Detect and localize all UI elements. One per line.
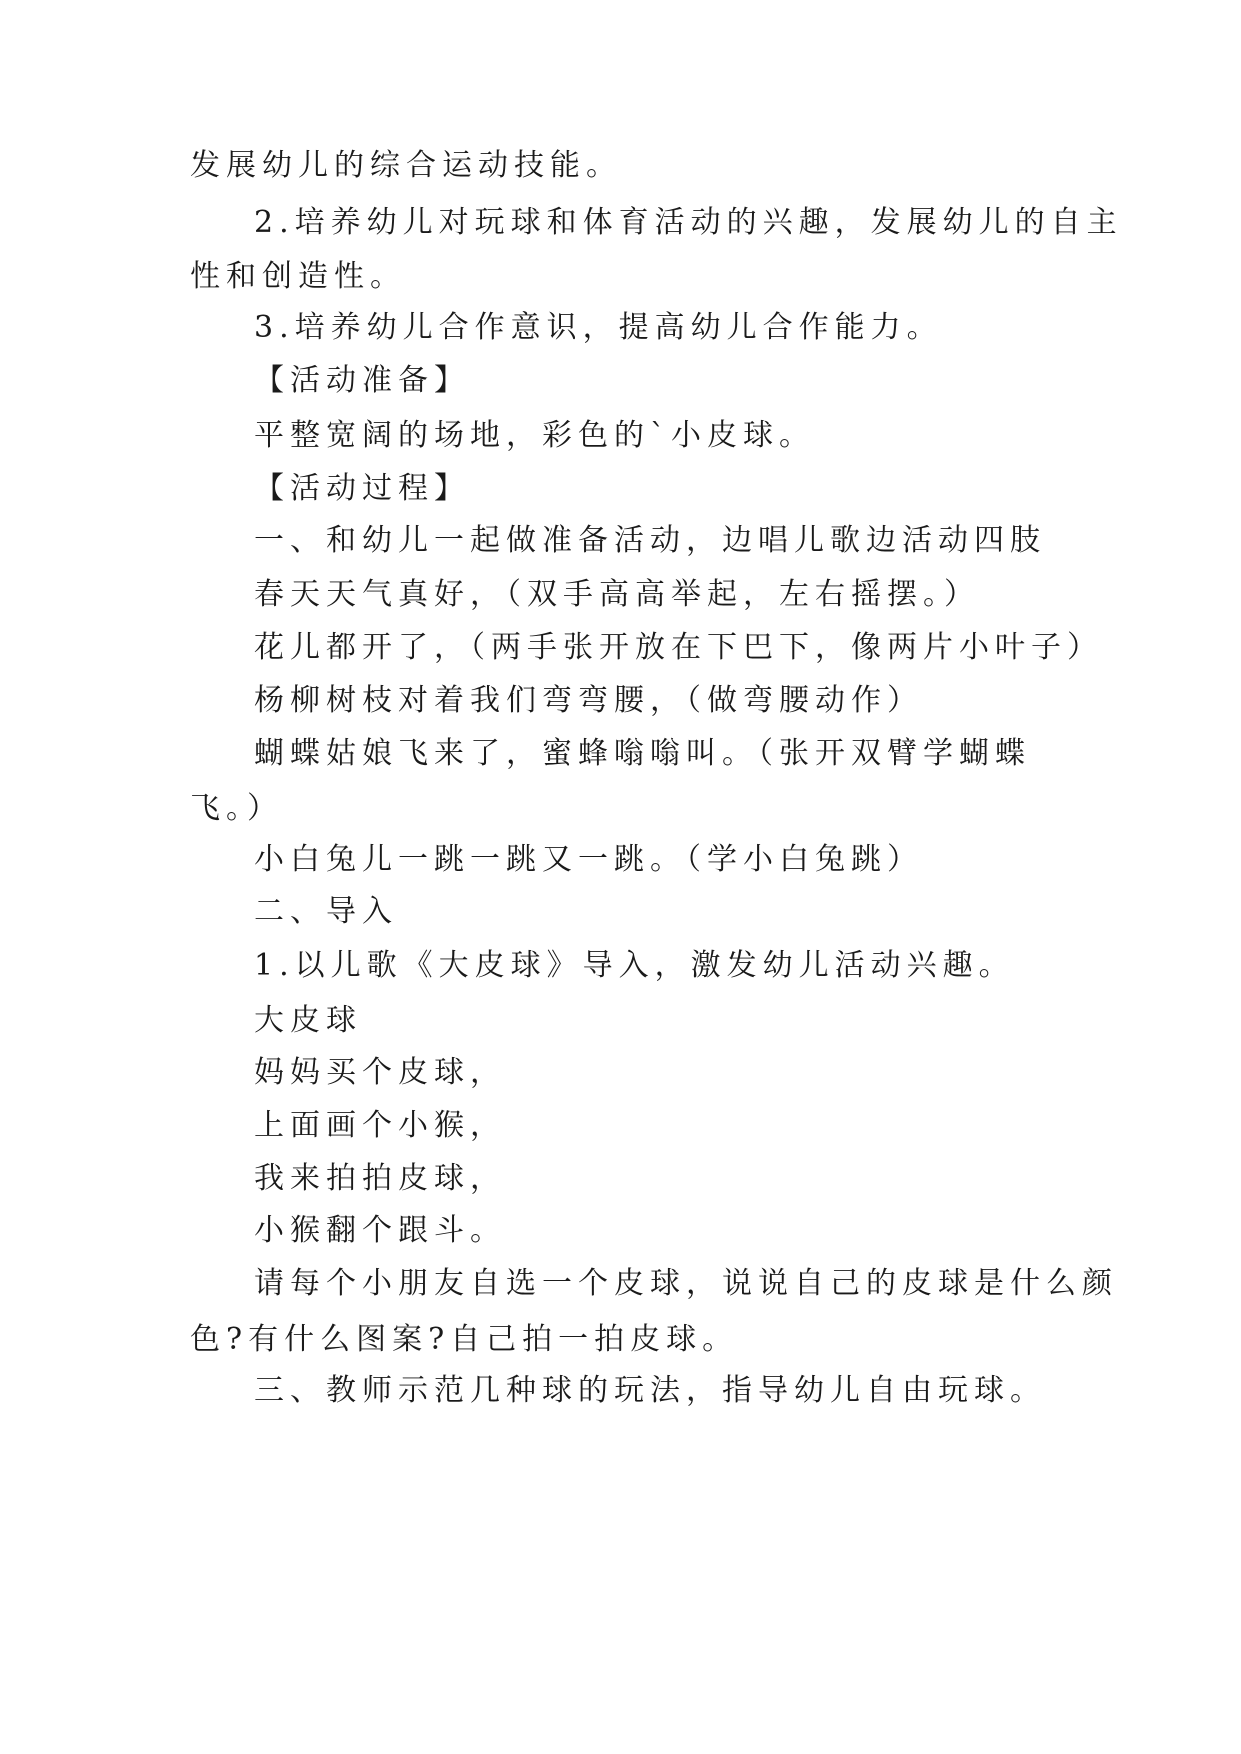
paragraph-line: 杨柳树枝对着我们弯弯腰，（做弯腰动作） — [254, 683, 923, 718]
paragraph-line: 飞。） — [190, 791, 283, 826]
poem-line: 小猴翻个跟斗。 — [254, 1213, 506, 1248]
section-heading: 三、教师示范几种球的玩法，指导幼儿自由玩球。 — [254, 1373, 1046, 1408]
paragraph-line: 2.培养幼儿对玩球和体育活动的兴趣，发展幼儿的自主 — [254, 205, 1123, 240]
paragraph-line: 3.培养幼儿合作意识，提高幼儿合作能力。 — [254, 310, 943, 345]
paragraph-line: 色?有什么图案?自己拍一拍皮球。 — [190, 1322, 739, 1357]
poem-line: 我来拍拍皮球， — [254, 1161, 506, 1196]
poem-title: 大皮球 — [254, 1003, 362, 1038]
section-heading: 【活动过程】 — [254, 471, 470, 506]
paragraph-line: 平整宽阔的场地，彩色的`小皮球。 — [254, 418, 815, 453]
poem-line: 妈妈买个皮球， — [254, 1055, 506, 1090]
paragraph-line: 性和创造性。 — [190, 259, 406, 294]
paragraph-line: 春天天气真好，（双手高高举起，左右摇摆。） — [254, 577, 980, 612]
paragraph-line: 蝴蝶姑娘飞来了，蜜蜂嗡嗡叫。（张开双臂学蝴蝶 — [254, 736, 1031, 771]
paragraph-line: 花儿都开了，（两手张开放在下巴下，像两片小叶子） — [254, 630, 1103, 665]
section-heading: 二、导入 — [254, 894, 398, 929]
poem-line: 上面画个小猴， — [254, 1108, 506, 1143]
paragraph-line: 一、和幼儿一起做准备活动，边唱儿歌边活动四肢 — [254, 523, 1046, 558]
section-heading: 【活动准备】 — [254, 363, 470, 398]
paragraph-line: 1.以儿歌《大皮球》导入，激发幼儿活动兴趣。 — [254, 948, 1015, 983]
paragraph-line: 小白兔儿一跳一跳又一跳。（学小白兔跳） — [254, 842, 923, 877]
paragraph-line: 发展幼儿的综合运动技能。 — [190, 148, 622, 183]
paragraph-line: 请每个小朋友自选一个皮球，说说自己的皮球是什么颜 — [254, 1266, 1118, 1301]
